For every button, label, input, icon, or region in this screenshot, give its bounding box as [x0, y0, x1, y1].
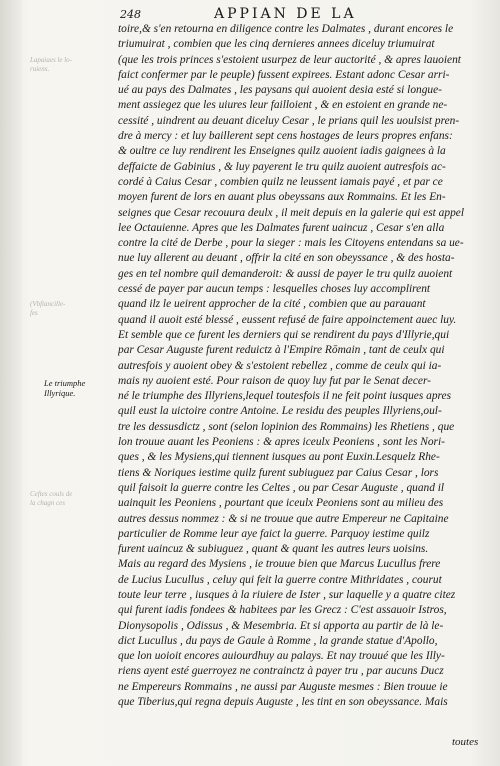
bleed-through-text: fes — [30, 309, 38, 317]
text-line: Mais au regard des Mysiens , ie trouue bien que Marcus Lucullus frere — [118, 558, 441, 571]
text-line: cessé de payer par aucun temps : lesquelles choses luy accomplirent — [118, 283, 431, 296]
text-line: toire,& s'en retourna en diligence contre les Dalmates , durant encores le — [118, 23, 454, 35]
text-line: contre la cité de Derbe , pour la sieger : mais les Citoyens entendans sa ue- — [118, 237, 464, 250]
text-line: furent uaincuz & subiuguez , quant & quant les autres leurs uoisins. — [118, 543, 429, 556]
text-line: autresfois y auoient obey & s'estoient rebellez , comme de ceulx qui ia- — [118, 359, 442, 372]
text-line: lee Octauienne. Apres que les Dalmates furent uaincuz , Cesar s'en alla — [118, 221, 445, 234]
text-line: ques , & les Mysiens,qui tiennent iusques au pont Euxin.Lesquelz Rhe- — [118, 451, 440, 464]
text-line: faict confermer par le peuple) fussent expirees. Estant adonc Cesar arri- — [118, 68, 450, 81]
text-line: quand ilz le ueirent approcher de la cité , combien que au parauant — [118, 298, 426, 311]
catchword: toutes — [452, 736, 479, 748]
page-number: 248 — [120, 8, 141, 21]
text-line: qui furent iadis fondees & habitees par les Grecz : C'est assauoir Istros, — [118, 604, 447, 617]
bleed-through-text: (Vbfiancille- — [30, 300, 66, 308]
text-line: particulier de Romme leur aye faict la guerre. Parquoy iestime quilz — [118, 527, 430, 540]
text-line: quand il auoit esté blessé , eussent refusé de faire appoinctement auec luy. — [118, 313, 457, 326]
text-line: dict Lucullus , du pays de Gaule à Romme , la grande statue d'Apollo, — [118, 634, 438, 647]
text-line: mais ny auoient esté. Pour raison de quoy luy fut par le Senat decer- — [118, 374, 431, 387]
text-line: toute leur terre , iusques à la riuiere de Ister , sur laquelle y a quatre citez — [118, 588, 456, 601]
body-text — [118, 22, 486, 710]
text-line: ne Empereurs Rommains , ne aussi par Auguste mesmes : Bien trouue ie — [118, 680, 448, 693]
text-line: Dionysopolis , Odissus , & Mesembria. Et si apporta au partir de là le- — [118, 619, 444, 632]
text-line: né le triumphe des Illyriens,lequel toutesfois il ne feit point iusques apres — [118, 390, 452, 403]
text-line: que lon uoioit encores auiourdhuy au palays. Et nay trouué que les Illy- — [118, 650, 445, 663]
text-line: moyen furent de lors en auant plus obeyssans aux Rommains. Et les En- — [118, 191, 446, 204]
text-line: riens ayent esté guerroyez ne contrainctz à payer tru , par aucuns Ducz — [118, 665, 444, 678]
text-line: quil faisoit la guerre contre les Celtes , ou par Cesar Auguste , quand il — [118, 481, 445, 494]
text-line: par Cesar Auguste furent reduictz à l'Empire Rōmain , tant de ceulx qui — [118, 344, 445, 357]
text-line: cordé à Caius Cesar , combien quilz ne leussent iamais payé , et par ce — [118, 175, 443, 188]
bleed-through-text: Lapaiaes le lo- — [30, 56, 72, 64]
bleed-through-text: la chagn ces — [30, 499, 65, 507]
text-line: lon trouue auant les Peoniens : & apres iceulx Peoniens , sont les Nori- — [118, 436, 445, 449]
page-header — [120, 6, 492, 22]
text-line: deffaicte de Gabinius , & luy payerent le tru quilz auoient autresfois ac- — [118, 160, 446, 173]
text-line: ges en tel nombre quil demanderoit: & aussi de payer le tru quilz auoient — [118, 267, 453, 280]
text-line: ment assiegez que les uiures leur failloient , & en estoient en grande ne- — [118, 99, 448, 112]
text-line: de Lucius Lucullus , celuy qui feit la guerre contre Mithridates , courut — [118, 573, 442, 586]
text-line: Et semble que ce furent les derniers qui se rendirent du pays d'Illyrie,qui — [118, 328, 450, 341]
bleed-through-note — [30, 490, 100, 508]
text-line: nue luy allerent au deuant , offrir la cité en son obeyssance , & des hosta- — [118, 252, 455, 265]
bleed-through-text: ruiens. — [30, 65, 50, 73]
text-line: ué au pays des Dalmates , les paysans qui auoient desia esté si longue- — [118, 84, 442, 97]
text-line: seignes que Cesar recouura deulx , il meit depuis en la galerie qui est appel — [118, 206, 464, 219]
bleed-through-note — [30, 300, 100, 318]
text-line: triumuirat , combien que les cinq dernieres annees diceluy triumuirat — [118, 38, 435, 51]
bleed-through-note — [30, 56, 100, 74]
text-line: tiens & Noriques iestime quilz furent subiuguez par Caius Cesar , lors — [118, 466, 439, 479]
text-line: dre à mercy : et luy baillerent sept cens hostages de leurs propres enfans: — [118, 130, 453, 143]
running-head: APPIAN DE LA — [214, 6, 357, 22]
text-line: quil eust la uictoire contre Antoine. Le residu des peuples Illyriens,oul- — [118, 405, 442, 418]
page-gutter — [0, 0, 22, 766]
bleed-through-text: Ceftes couls de — [30, 490, 73, 498]
text-line: autres dessus nommez : & si ne trouue que autre Empereur ne Capitaine — [118, 512, 449, 525]
margin-note: Le triumphe Illyrique. — [44, 378, 86, 398]
text-line: cessité , uindrent au deuant diceluy Cesar , le prians quil les uoulsist pren- — [118, 114, 460, 127]
text-line: que Tiberius,qui regna depuis Auguste , les tint en son obeyssance. Mais — [118, 696, 448, 709]
text-line: uainquit les Peoniens , pourtant que iceulx Peoniens sont au milieu des — [118, 497, 444, 510]
text-line: & oultre ce luy rendirent les Enseignes quilz auoient iadis gaignees à la — [118, 145, 446, 158]
text-line: tre les dessusdictz , sont (selon lopinion des Rommains) les Rhetiens , que — [118, 420, 455, 433]
text-line: (que les trois princes s'estoient usurpez de leur auctorité , & apres lauoient — [118, 53, 461, 66]
